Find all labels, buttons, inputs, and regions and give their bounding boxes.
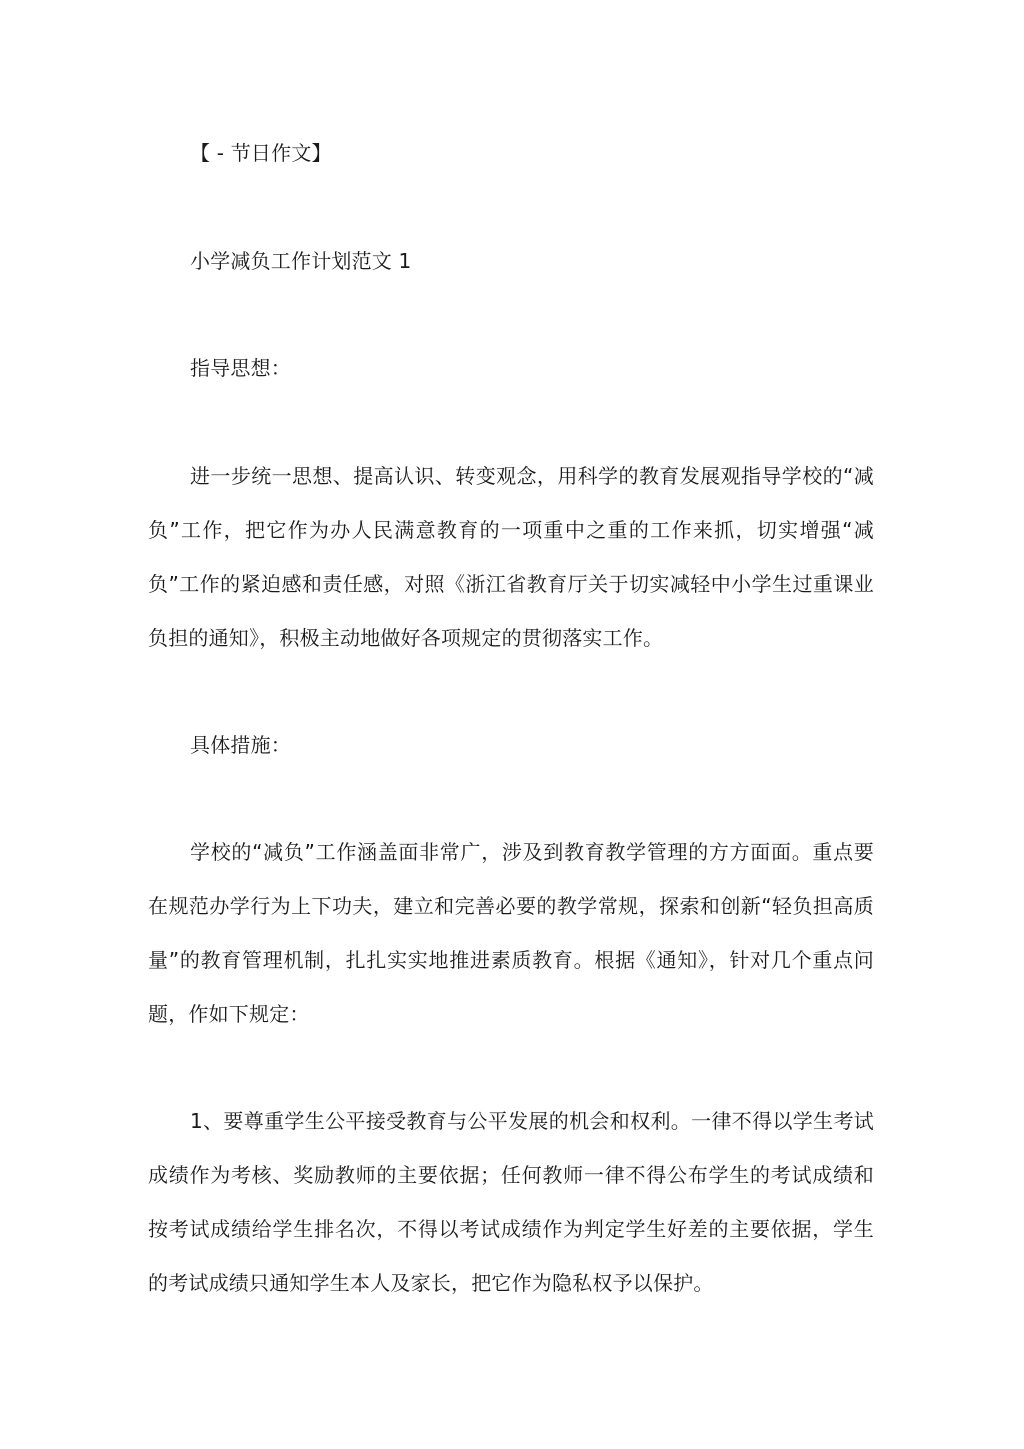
paragraph-measures: 学校的“减负”工作涵盖面非常广，涉及到教育教学管理的方方面面。重点要在规范办学行为上下功夫，建立和完善必要的教学常规，探索和创新“轻负担高质量”的教育管理机制，扎扎实实地推进素质教育。根据《通知》，针对几个重点问题，作如下规定： [148, 840, 874, 1026]
section-heading-guiding-thought: 指导思想： [190, 356, 291, 380]
paragraph-guiding-thought: 进一步统一思想、提高认识、转变观念，用科学的教育发展观指导学校的“减负”工作，把它作为办人民满意教育的一项重中之重的工作来抓，切实增强“减负”工作的紧迫感和责任感，对照《浙江省教育厅关于切实减轻中小学生过重课业负担的通知》，积极主动地做好各项规定的贯彻落实工作。 [148, 464, 874, 650]
section-heading-measures: 具体措施： [190, 733, 291, 757]
list-item-1: 1、要尊重学生公平接受教育与公平发展的机会和权利。一律不得以学生考试成绩作为考核、奖励教师的主要依据；任何教师一律不得公布学生的考试成绩和按考试成绩给学生排名次，不得以考试成绩作为判定学生好差的主要依据，学生的考试成绩只通知学生本人及家长，把它作为隐私权予以保护。 [148, 1109, 874, 1295]
document-header: 【 - 节日作文】 [190, 141, 332, 165]
document-title: 小学减负工作计划范文 1 [190, 249, 412, 273]
